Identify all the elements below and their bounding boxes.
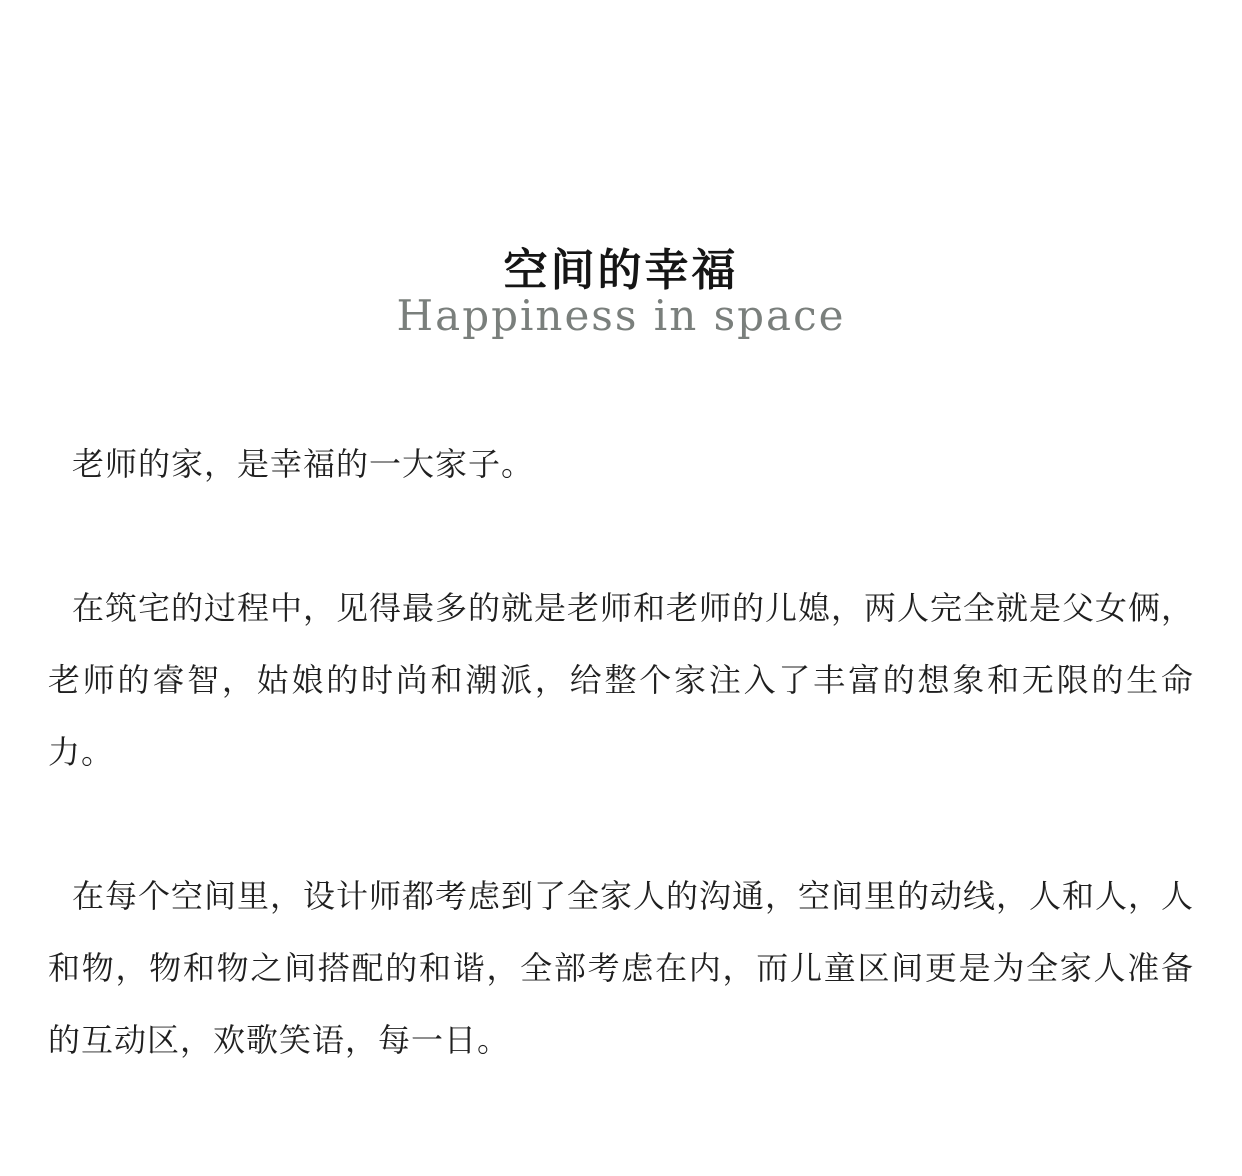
- page-title: 空间的幸福: [503, 245, 739, 297]
- paragraph-process: 在筑宅的过程中，见得最多的就是老师和老师的儿媳，两人完全就是父女俩，老师的睿智，姑娘的时尚和潮派，给整个家注入了丰富的想象和无限的生命力。: [48, 589, 1195, 771]
- paragraph-space: 在每个空间里，设计师都考虑到了全家人的沟通，空间里的动线，人和人，人和物，物和物之间搭配的和谐，全部考虑在内，而儿童区间更是为全家人准备的互动区，欢歌笑语，每一日。: [48, 877, 1195, 1059]
- paragraph-intro: 老师的家，是幸福的一大家子。: [72, 445, 535, 483]
- page-subtitle: Happiness in space: [396, 291, 846, 340]
